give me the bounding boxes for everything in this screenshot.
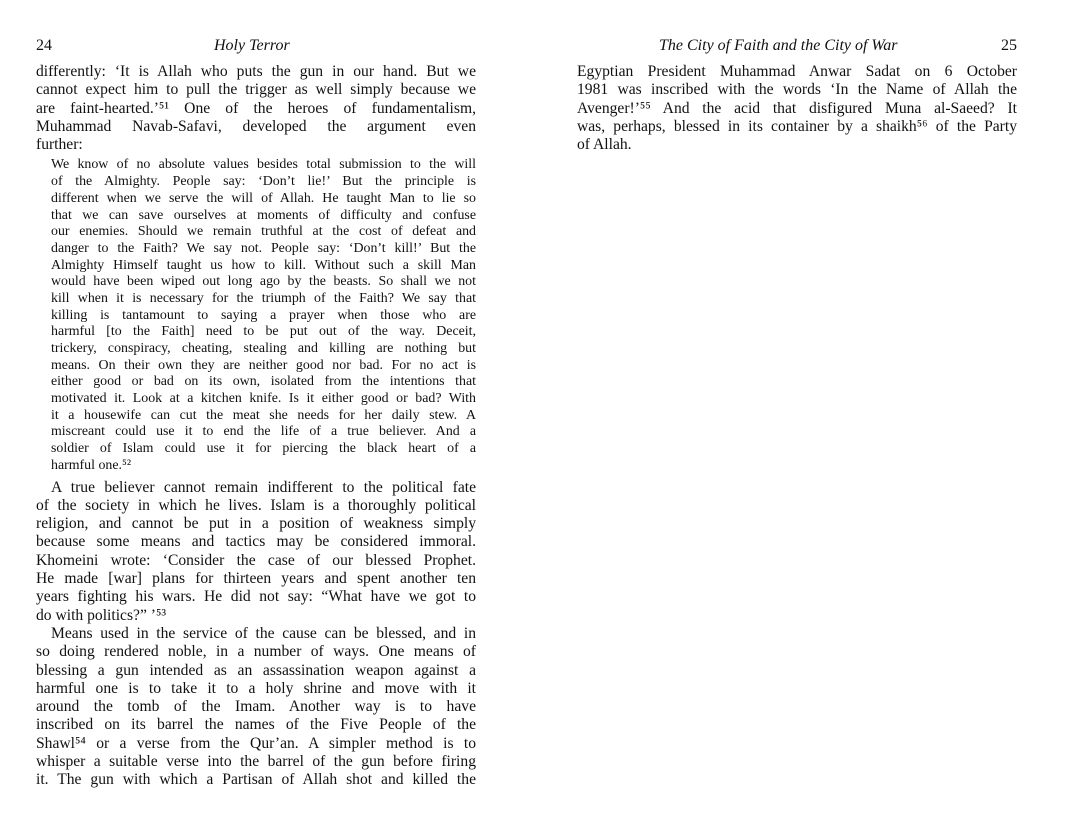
text-line: so doing rendered noble, in a number of ways. One means of xyxy=(36,643,476,661)
text-line: inscribed on its barrel the names of the Five People of the xyxy=(36,716,476,734)
quote-line: Almighty Himself taught us how to kill. Without such a skill Man xyxy=(51,257,476,273)
page-number-right: 25 xyxy=(1001,37,1017,54)
quote-line: that we can save ourselves at moments of difficulty and confuse xyxy=(51,207,476,223)
page-number-left: 24 xyxy=(36,37,52,54)
quote-line: motivated it. Look at a kitchen knife. Is it either good or bad? With xyxy=(51,391,476,407)
text-line: around the tomb of the Imam. Another way is to have xyxy=(36,698,476,716)
quote-line: would have been wiped out long ago by the beasts. So shall we not xyxy=(51,274,476,290)
quote-line: miscreant could use it to end the life of a true believer. And a xyxy=(51,424,476,440)
quote-line: harmful one.⁵² xyxy=(51,457,131,473)
text-line: differently: ‘It is Allah who puts the gun in our hand. But we xyxy=(36,63,476,80)
quote-line: soldier of Islam could use it for piercing the black heart of a xyxy=(51,441,476,457)
right-page-body xyxy=(577,63,1017,154)
quote-line: means. On their own they are neither good nor bad. For no act is xyxy=(51,357,476,373)
text-line: because some means and tactics may be considered immoral. xyxy=(36,533,476,551)
text-line: further: xyxy=(36,136,83,154)
text-line: of Allah. xyxy=(577,136,632,154)
quote-line: our enemies. Should we remain truthful at the cost of defeat and xyxy=(51,224,476,240)
paragraph-1 xyxy=(577,63,1017,154)
quote-line: either good or bad on its own, isolated from the intentions that xyxy=(51,374,476,390)
text-line: blessing a gun intended as an assassination weapon against a xyxy=(36,661,476,679)
paragraph-1 xyxy=(36,63,476,154)
text-line: cannot expect him to pull the trigger as well simply because we xyxy=(36,81,476,99)
text-line: are faint-hearted.’⁵¹ One of the heroes of fundamentalism, xyxy=(36,99,476,117)
text-line: years fighting his wars. He did not say: “What have we got to xyxy=(36,588,476,606)
quote-line: danger to the Faith? We say not. People say: ‘Don’t kill!’ But the xyxy=(51,240,476,256)
paragraph-3 xyxy=(36,625,476,790)
quote-line: it a housewife can cut the meat she needs for her daily stew. A xyxy=(51,407,476,423)
text-line: He made [war] plans for thirteen years and spent another ten xyxy=(36,570,476,588)
block-quote xyxy=(51,157,476,474)
text-line: whisper a suitable verse into the barrel of the gun before firing xyxy=(36,753,476,770)
running-head-left xyxy=(36,36,476,56)
left-page-body xyxy=(36,63,476,790)
text-line: harmful one is to take it to a holy shrine and move with it xyxy=(36,679,476,697)
running-head-title-right: The City of Faith and the City of War xyxy=(659,37,898,54)
paragraph-2 xyxy=(36,479,476,625)
text-line: Shawl⁵⁴ or a verse from the Qur’an. A simpler method is to xyxy=(36,734,476,752)
text-line: do with politics?” ’⁵³ xyxy=(36,606,167,624)
running-head-title-left: Holy Terror xyxy=(214,37,290,54)
text-line: Means used in the service of the cause can be blessed, and in xyxy=(51,624,476,642)
text-line: Khomeini wrote: ‘Consider the case of our blessed Prophet. xyxy=(36,551,476,569)
quote-line: We know of no absolute values besides total submission to the will xyxy=(51,157,476,173)
quote-line: harmful [to the Faith] need to be put out of the way. Deceit, xyxy=(51,324,476,340)
text-line: Egyptian President Muhammad Anwar Sadat on 6 October xyxy=(577,63,1017,80)
text-line: it. The gun with which a Partisan of Allah shot and killed the xyxy=(36,771,476,789)
running-head-right xyxy=(577,36,1017,56)
quote-line: of the Almighty. People say: ‘Don’t lie!’ But the principle is xyxy=(51,174,476,190)
quote-line: trickery, conspiracy, cheating, stealing and killing are nothing but xyxy=(51,341,476,357)
text-line: A true believer cannot remain indifferent to the political fate xyxy=(51,478,476,496)
text-line: Avenger!’⁵⁵ And the acid that disfigured Muna al-Saeed? It xyxy=(577,99,1017,117)
left-page xyxy=(36,0,476,829)
text-line: religion, and cannot be put in a position of weakness simply xyxy=(36,515,476,533)
quote-line: killing is tantamount to saying a prayer when those who are xyxy=(51,307,476,323)
quote-line: kill when it is necessary for the triumph of the Faith? We say that xyxy=(51,290,476,306)
text-line: of the society in which he lives. Islam is a thoroughly political xyxy=(36,496,476,514)
text-line: was, perhaps, blessed in its container by a shaikh⁵⁶ of the Party xyxy=(577,117,1017,135)
right-page xyxy=(577,0,1017,829)
quote-line: different when we serve the will of Allah. He taught Man to lie so xyxy=(51,190,476,206)
text-line: Muhammad Navab-Safavi, developed the argument even xyxy=(36,117,476,135)
text-line: 1981 was inscribed with the words ‘In the Name of Allah the xyxy=(577,81,1017,99)
